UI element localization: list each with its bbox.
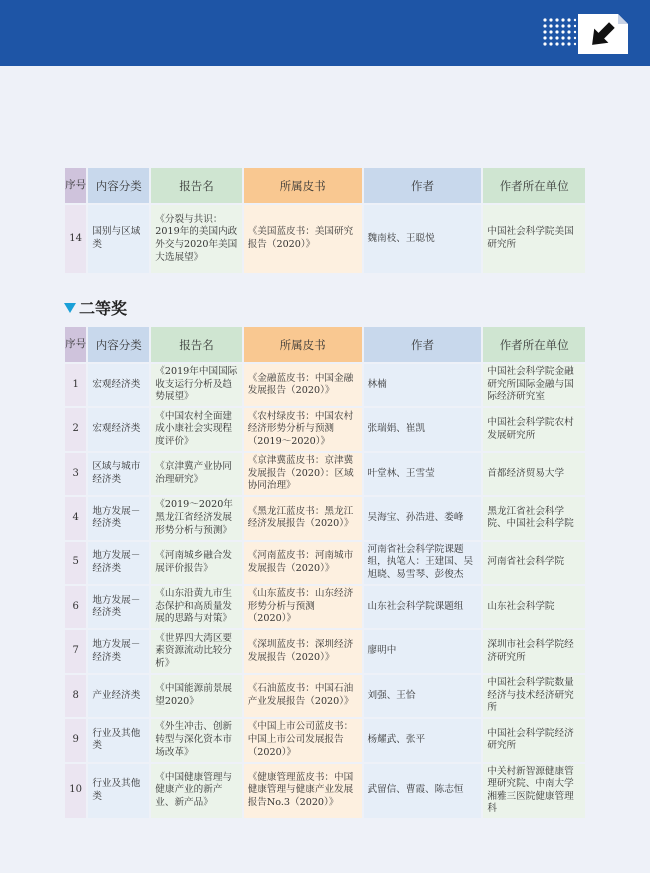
cell-unit: 中国社会科学院农村发展研究所 <box>483 408 585 450</box>
second-prize-table <box>63 325 587 820</box>
cell-unit: 中关村新智源健康管理研究院、中南大学湘雅三医院健康管理科 <box>483 764 585 818</box>
cell-category: 产业经济类 <box>88 675 149 717</box>
cell-author: 魏南枝、王聪悦 <box>364 205 482 273</box>
cell-author: 山东社会科学院课题组 <box>364 586 482 628</box>
table-row <box>65 719 585 761</box>
column-header-report: 报告名 <box>151 327 241 362</box>
column-header-report: 报告名 <box>151 168 241 203</box>
first-prize-table-continued <box>63 166 587 275</box>
cell-number: 1 <box>65 364 86 406</box>
column-header-author: 作者 <box>364 168 482 203</box>
table-row <box>65 364 585 406</box>
cell-category: 地方发展－经济类 <box>88 542 149 584</box>
cell-report: 《京津冀产业协同治理研究》 <box>151 453 241 495</box>
table-row <box>65 630 585 672</box>
section-heading-second-prize <box>64 296 127 319</box>
cell-category: 区域与城市经济类 <box>88 453 149 495</box>
cell-book: 《石油蓝皮书：中国石油产业发展报告（2020）》 <box>244 675 362 717</box>
cell-book: 《美国蓝皮书：美国研究报告（2020）》 <box>244 205 362 273</box>
cell-unit: 山东社会科学院 <box>483 586 585 628</box>
cell-category: 行业及其他类 <box>88 719 149 761</box>
column-header-book: 所属皮书 <box>244 168 362 203</box>
cell-report: 《河南城乡融合发展评价报告》 <box>151 542 241 584</box>
table-header-row <box>65 168 585 203</box>
column-header-number: 序号 <box>65 168 86 203</box>
cell-report: 《2019～2020年黑龙江省经济发展形势分析与预测》 <box>151 497 241 539</box>
cell-report: 《山东沿黄九市生态保护和高质量发展的思路与对策》 <box>151 586 241 628</box>
cell-report: 《分裂与共识：2019年的美国内政外交与2020年美国大选展望》 <box>151 205 241 273</box>
cell-number: 10 <box>65 764 86 818</box>
table-row <box>65 453 585 495</box>
table-row <box>65 542 585 584</box>
table-row <box>65 764 585 818</box>
cell-author: 杨耀武、张平 <box>364 719 482 761</box>
table-row <box>65 497 585 539</box>
table-row <box>65 408 585 450</box>
arrow-down-left-icon <box>578 14 628 54</box>
cell-report: 《中国健康管理与健康产业的新产业、新产品》 <box>151 764 241 818</box>
cell-number: 7 <box>65 630 86 672</box>
cell-report: 《中国能源前景展望2020》 <box>151 675 241 717</box>
cell-number: 6 <box>65 586 86 628</box>
cell-category: 地方发展－经济类 <box>88 586 149 628</box>
cell-number: 14 <box>65 205 86 273</box>
cell-book: 《深圳蓝皮书：深圳经济发展报告（2020）》 <box>244 630 362 672</box>
column-header-author: 作者 <box>364 327 482 362</box>
cell-unit: 黑龙江省社会科学院、中国社会科学院 <box>483 497 585 539</box>
cell-unit: 中国社会科学院美国研究所 <box>483 205 585 273</box>
triangle-bullet-icon <box>64 303 76 313</box>
cell-book: 《黑龙江蓝皮书：黑龙江经济发展报告（2020）》 <box>244 497 362 539</box>
column-header-number: 序号 <box>65 327 86 362</box>
cell-category: 地方发展－经济类 <box>88 630 149 672</box>
column-header-unit: 作者所在单位 <box>483 168 585 203</box>
cell-unit: 中国社会科学院金融研究所国际金融与国际经济研究室 <box>483 364 585 406</box>
cell-author: 刘强、王恰 <box>364 675 482 717</box>
cell-author: 叶堂林、王雪莹 <box>364 453 482 495</box>
cell-category: 国别与区域类 <box>88 205 149 273</box>
cell-author: 吴海宝、孙浩进、娄峰 <box>364 497 482 539</box>
cell-unit: 河南省社会科学院 <box>483 542 585 584</box>
header-bar <box>0 0 650 66</box>
table-header-row <box>65 327 585 362</box>
cell-number: 4 <box>65 497 86 539</box>
cell-unit: 首都经济贸易大学 <box>483 453 585 495</box>
cell-unit: 中国社会科学院数量经济与技术经济研究所 <box>483 675 585 717</box>
section-title: 二等奖 <box>79 299 128 318</box>
column-header-category: 内容分类 <box>88 168 149 203</box>
cell-category: 行业及其他类 <box>88 764 149 818</box>
column-header-book: 所属皮书 <box>244 327 362 362</box>
cell-author: 武留信、曹霞、陈志恒 <box>364 764 482 818</box>
cell-author: 廖明中 <box>364 630 482 672</box>
cell-book: 《金融蓝皮书：中国金融发展报告（2020）》 <box>244 364 362 406</box>
cell-number: 3 <box>65 453 86 495</box>
dot-grid-decoration <box>542 17 576 49</box>
cell-number: 5 <box>65 542 86 584</box>
cell-report: 《中国农村全面建成小康社会实现程度评价》 <box>151 408 241 450</box>
cell-author: 河南省社会科学院课题组，执笔人：王建国、吴旭晓、易雪琴、彭俊杰 <box>364 542 482 584</box>
cell-author: 张瑞娟、崔凯 <box>364 408 482 450</box>
cell-number: 8 <box>65 675 86 717</box>
cell-book: 《山东蓝皮书：山东经济形势分析与预测（2020）》 <box>244 586 362 628</box>
table-row <box>65 205 585 273</box>
cell-category: 宏观经济类 <box>88 408 149 450</box>
cell-report: 《2019年中国国际收支运行分析及趋势展望》 <box>151 364 241 406</box>
cell-book: 《中国上市公司蓝皮书：中国上市公司发展报告（2020）》 <box>244 719 362 761</box>
cell-unit: 深圳市社会科学院经济研究所 <box>483 630 585 672</box>
cell-book: 《河南蓝皮书：河南城市发展报告（2020）》 <box>244 542 362 584</box>
cell-author: 林楠 <box>364 364 482 406</box>
cell-number: 2 <box>65 408 86 450</box>
table-row <box>65 675 585 717</box>
cell-report: 《外生冲击、创新转型与深化资本市场改革》 <box>151 719 241 761</box>
table-row <box>65 586 585 628</box>
cell-unit: 中国社会科学院经济研究所 <box>483 719 585 761</box>
cell-book: 《健康管理蓝皮书：中国健康管理与健康产业发展报告No.3（2020）》 <box>244 764 362 818</box>
cell-book: 《农村绿皮书：中国农村经济形势分析与预测（2019～2020）》 <box>244 408 362 450</box>
cell-report: 《世界四大湾区要素资源流动比较分析》 <box>151 630 241 672</box>
column-header-category: 内容分类 <box>88 327 149 362</box>
cell-number: 9 <box>65 719 86 761</box>
column-header-unit: 作者所在单位 <box>483 327 585 362</box>
cell-category: 地方发展－经济类 <box>88 497 149 539</box>
cell-book: 《京津冀蓝皮书：京津冀发展报告（2020）：区域协同治理》 <box>244 453 362 495</box>
cell-category: 宏观经济类 <box>88 364 149 406</box>
